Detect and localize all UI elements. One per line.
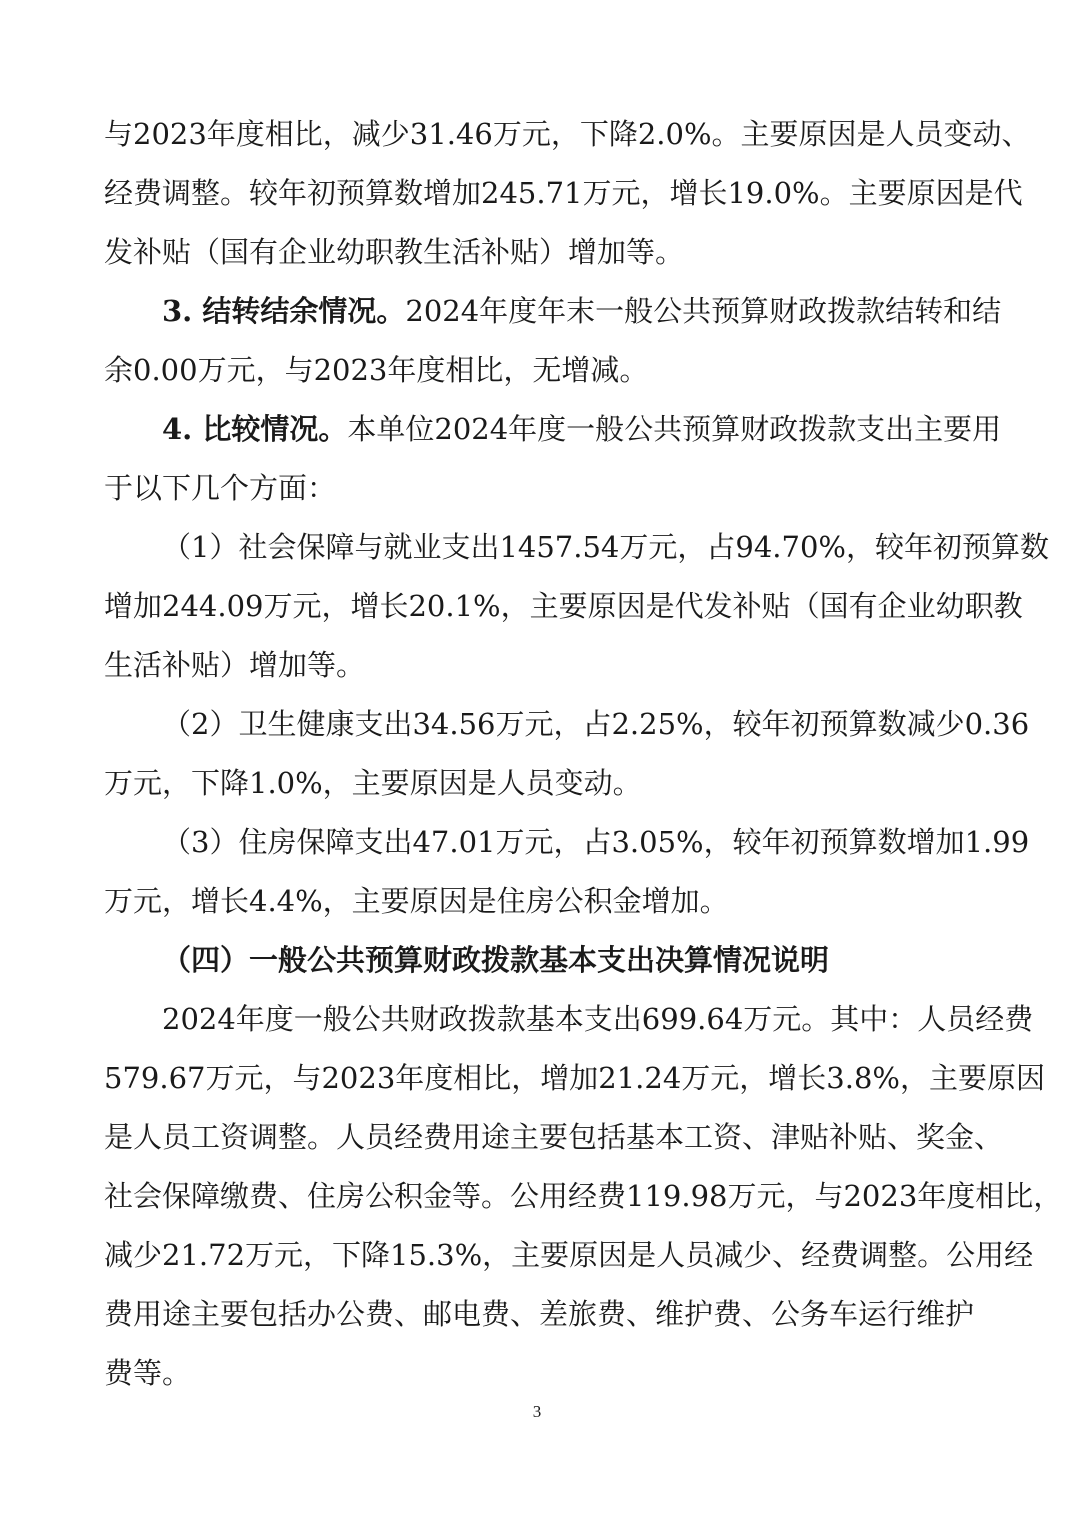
comparison-text: 本单位2024年度一般公共预算财政拨款支出主要用 — [347, 412, 1002, 446]
basic-expenditure-line-2: 579.67万元，与2023年度相比，增加21.24万元，增长3.8%，主要原因 — [104, 1061, 1045, 1095]
basic-expenditure-line-7: 费等。 — [104, 1356, 192, 1390]
paragraph-1-line-1: 与2023年度相比，减少31.46万元，下降2.0%。主要原因是人员变动、 — [104, 117, 1031, 151]
basic-expenditure-line-6: 费用途主要包括办公费、邮电费、差旅费、维护费、公务车运行维护 — [104, 1297, 975, 1331]
item-3-line-1: （3）住房保障支出47.01万元，占3.05%，较年初预算数增加1.99 — [162, 825, 1030, 859]
item-1-line-1: （1）社会保障与就业支出1457.54万元，占94.70%，较年初预算数 — [162, 530, 1049, 564]
basic-expenditure-line-4: 社会保障缴费、住房公积金等。公用经费119.98万元，与2023年度相比， — [104, 1179, 1063, 1213]
carryover-text: 2024年度年末一般公共预算财政拨款结转和结 — [405, 294, 1002, 328]
paragraph-1-line-3: 发补贴（国有企业幼职教生活补贴）增加等。 — [104, 235, 685, 269]
item-1-line-2: 增加244.09万元，增长20.1%，主要原因是代发补贴（国有企业幼职教 — [104, 589, 1023, 623]
carryover-label: 3. 结转结余情况。 — [162, 294, 406, 328]
section-heading: （四）一般公共预算财政拨款基本支出决算情况说明 — [162, 943, 830, 977]
paragraph-comparison-line-1 — [162, 409, 1002, 449]
page-number: 3 — [532, 1402, 542, 1421]
item-2-line-2: 万元，下降1.0%，主要原因是人员变动。 — [104, 766, 642, 800]
basic-expenditure-line-5: 减少21.72万元，下降15.3%，主要原因是人员减少、经费调整。公用经 — [104, 1238, 1034, 1272]
basic-expenditure-line-3: 是人员工资调整。人员经费用途主要包括基本工资、津贴补贴、奖金、 — [104, 1120, 1004, 1154]
basic-expenditure-line-1: 2024年度一般公共财政拨款基本支出699.64万元。其中：人员经费 — [162, 1002, 1034, 1036]
paragraph-1-line-2: 经费调整。较年初预算数增加245.71万元，增长19.0%。主要原因是代 — [104, 176, 1023, 210]
paragraph-carryover-line-2: 余0.00万元，与2023年度相比，无增减。 — [104, 353, 649, 387]
item-3-line-2: 万元，增长4.4%，主要原因是住房公积金增加。 — [104, 884, 729, 918]
paragraph-comparison-line-2: 于以下几个方面： — [104, 471, 337, 505]
item-2-line-1: （2）卫生健康支出34.56万元，占2.25%，较年初预算数减少0.36 — [162, 707, 1030, 741]
item-1-line-3: 生活补贴）增加等。 — [104, 648, 366, 682]
comparison-label: 4. 比较情况。 — [162, 412, 348, 446]
paragraph-carryover-line-1 — [162, 291, 1002, 331]
